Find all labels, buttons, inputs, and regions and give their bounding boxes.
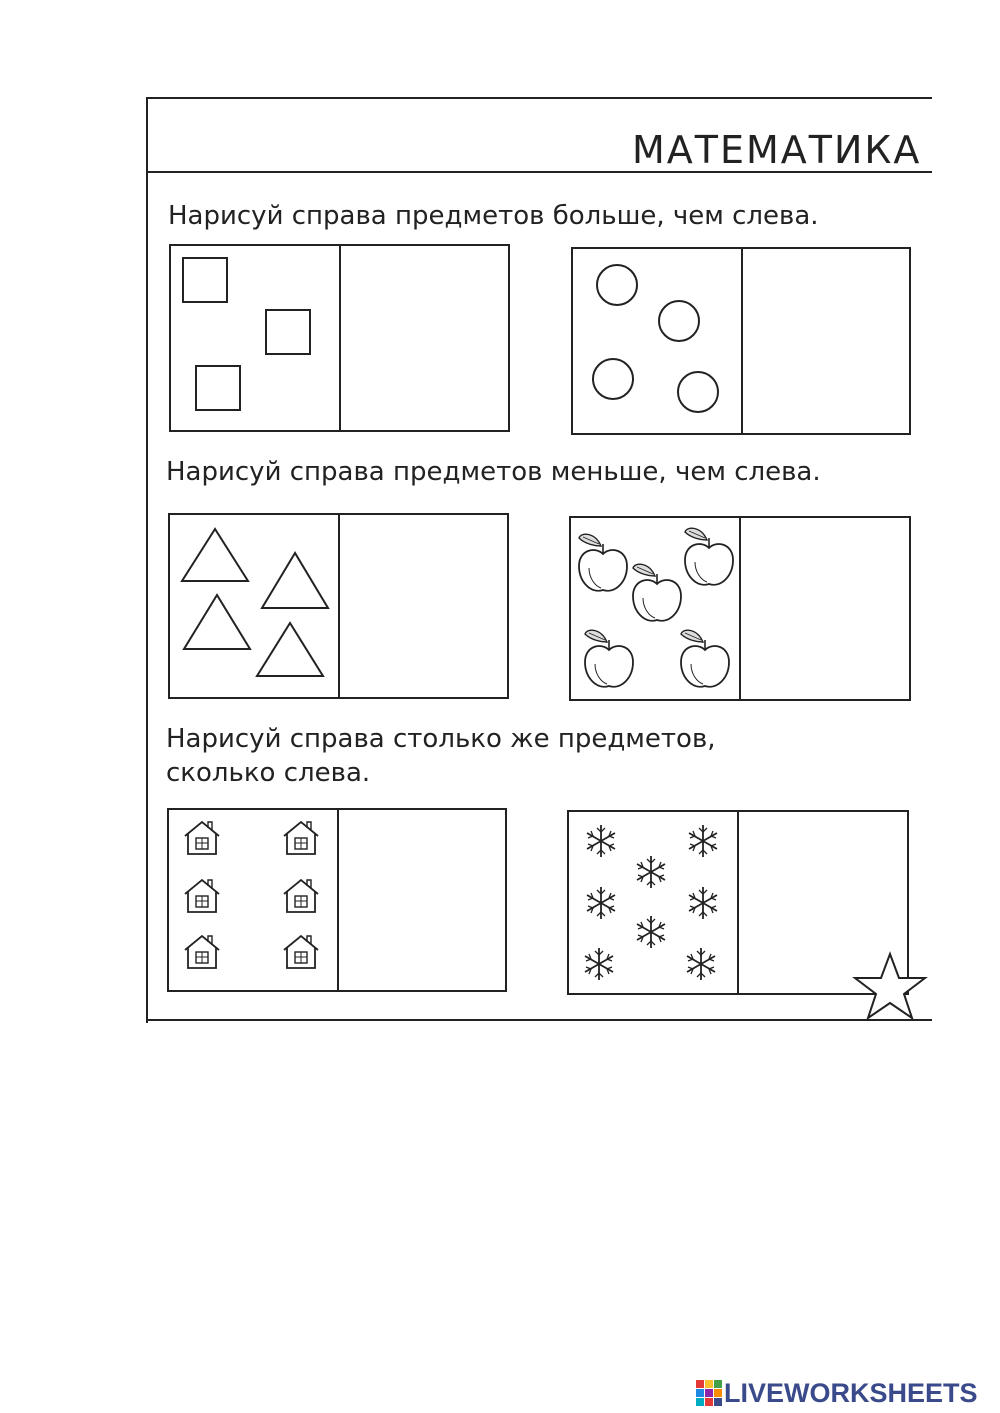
house-icon xyxy=(284,822,318,854)
task-1-box-circles xyxy=(571,247,911,435)
frame-top-border xyxy=(146,97,932,99)
house-icon xyxy=(284,880,318,912)
brand-name: LIVEWORKSHEETS xyxy=(724,1377,978,1408)
house-icon xyxy=(284,936,318,968)
drawing-area-houses[interactable] xyxy=(339,810,505,990)
circle-shape xyxy=(593,359,633,399)
task-3-instruction: Нарисуй справа столько же предметов, сколько слева. xyxy=(166,724,716,788)
page-title: МАТЕМАТИКА xyxy=(632,128,922,172)
triangles-group xyxy=(170,515,338,697)
house-icon xyxy=(185,822,219,854)
circle-shape xyxy=(678,372,718,412)
frame-left-border xyxy=(146,97,148,1023)
snowflakes-group xyxy=(569,812,737,993)
circle-shape xyxy=(659,301,699,341)
house-icon xyxy=(185,936,219,968)
apple-icon xyxy=(633,564,681,621)
apple-icon xyxy=(579,534,627,591)
apple-icon xyxy=(585,630,633,687)
task-3-box-houses xyxy=(167,808,507,992)
apple-icon xyxy=(681,630,729,687)
square-shape xyxy=(196,366,240,410)
task-1-box-squares xyxy=(169,244,510,432)
task-2-instruction: Нарисуй справа предметов меньше, чем слева. xyxy=(166,457,821,487)
triangle-shape xyxy=(184,595,250,649)
frame-bottom-border xyxy=(146,1019,932,1021)
snowflake-icon xyxy=(687,948,715,980)
snowflake-icon xyxy=(689,887,717,919)
circles-group xyxy=(573,249,741,433)
triangle-shape xyxy=(182,529,248,581)
square-shape xyxy=(266,310,310,354)
houses-group xyxy=(169,810,337,990)
apple-icon xyxy=(685,528,733,585)
circle-shape xyxy=(597,265,637,305)
drawing-area-triangles[interactable] xyxy=(340,515,507,697)
liveworksheets-logo-icon xyxy=(696,1380,722,1406)
triangle-shape xyxy=(257,623,323,676)
drawing-area-circles[interactable] xyxy=(743,249,909,433)
snowflake-icon xyxy=(689,825,717,857)
task-2-box-apples xyxy=(569,516,911,701)
triangle-shape xyxy=(262,553,328,608)
squares-group xyxy=(171,246,339,430)
task-1-instruction: Нарисуй справа предметов больше, чем слева. xyxy=(168,201,819,231)
drawing-area-apples[interactable] xyxy=(741,518,909,699)
snowflake-icon xyxy=(637,856,665,888)
snowflake-icon xyxy=(637,916,665,948)
drawing-area-squares[interactable] xyxy=(341,246,508,430)
snowflake-icon xyxy=(585,948,613,980)
task-2-box-triangles xyxy=(168,513,509,699)
snowflake-icon xyxy=(587,825,615,857)
house-icon xyxy=(185,880,219,912)
square-shape xyxy=(183,258,227,302)
snowflake-icon xyxy=(587,887,615,919)
brand-footer xyxy=(696,1378,978,1408)
star-icon xyxy=(852,950,928,1022)
apples-group xyxy=(571,518,739,699)
